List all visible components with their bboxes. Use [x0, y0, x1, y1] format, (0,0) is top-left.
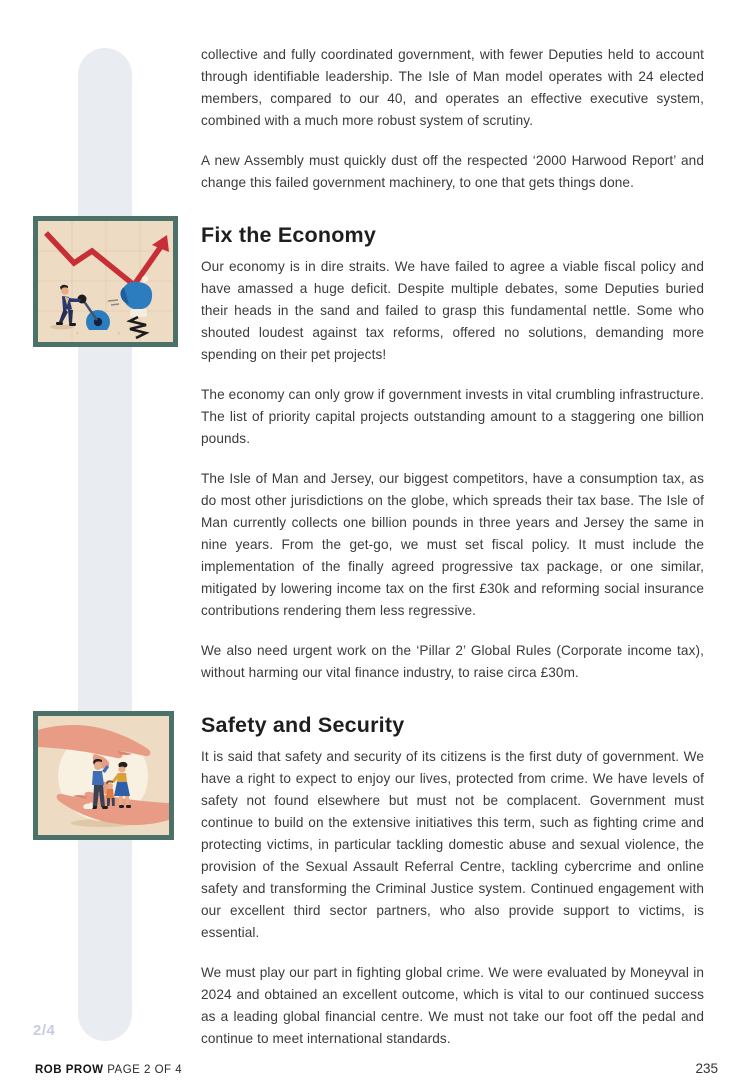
safety-paragraph-1: It is said that safety and security of its citizens is the first duty of government. We have a right to expect to enjoy our lives, protected from crime. We have levels of safety not found elsewhere but must not be complacent. Government must continue to build on the extensive initiatives this term, such as fighting crime and protecting victims, in particular tackling domestic abuse and sexual violence, the provision of the Sexual Assault Referral Centre, tackling cybercrime and online safety and transforming the Criminal Justice system. Continued engagement with our excellent third sector partners, who also provide support to victims, is essential. [201, 749, 704, 940]
safety-paragraph-2: We must play our part in fighting global crime. We were evaluated by Moneyval in 2024 and obtained an excellent outcome, which is vital to our continued success as a leading global financial centre. We must not take our foot off the pedal and continue to meet international standards. [201, 965, 704, 1046]
section-heading-economy: Fix the Economy [201, 223, 377, 247]
economy-paragraph-2: The economy can only grow if government invests in vital crumbling infrastructure. The list of priority capital projects outstanding amount to a staggering one billion pounds. [201, 387, 704, 446]
footer-line [35, 1064, 182, 1076]
footer-progress: 2/4 [33, 1022, 56, 1039]
footer-page-label: PAGE 2 OF 4 [103, 1064, 183, 1076]
economy-paragraph-4: We also need urgent work on the ‘Pillar 2’ Global Rules (Corporate income tax), without harming our vital finance industry, to raise circa £30m. [201, 643, 704, 680]
hands-protecting-family-icon [38, 716, 169, 835]
section-heading-safety: Safety and Security [201, 713, 405, 737]
footer-author: ROB PROW [35, 1064, 104, 1076]
declining-graph-boxing-glove-icon [38, 221, 173, 342]
content-column [201, 44, 704, 1068]
timeline-ribbon [78, 48, 132, 1041]
economy-illustration [33, 216, 178, 347]
intro-paragraph-2: A new Assembly must quickly dust off the respected ‘2000 Harwood Report’ and change this failed government machinery, to one that gets things done. [201, 153, 704, 190]
economy-paragraph-3: The Isle of Man and Jersey, our biggest competitors, have a consumption tax, as do most other jurisdictions on the globe, which spreads their tax base. The Isle of Man currently collects one billion pounds in three years and Jersey the same in nine years. From the get-go, we must set fiscal policy. It must include the implementation of the finally agreed progressive tax package, or one similar, mitigated by lowering income tax on the first £30k and reforming social insurance contributions rendering them less regressive. [201, 471, 704, 618]
economy-paragraph-1: Our economy is in dire straits. We have failed to agree a viable fiscal policy and have amassed a huge deficit. Despite multiple debates, some Deputies buried their heads in the sand and failed to grasp this fundamental nettle. Some who shouted loudest against tax reforms, offered no solutions, demanding more spending on their pet projects! [201, 259, 704, 362]
safety-illustration [33, 711, 174, 840]
footer-page-number: 235 [695, 1061, 718, 1076]
intro-paragraph-1: collective and fully coordinated government, with fewer Deputies held to account through identifiable leadership. The Isle of Man model operates with 24 elected members, compared to our 40, and operates an effective executive system, combined with a much more robust system of scrutiny. [201, 47, 704, 128]
